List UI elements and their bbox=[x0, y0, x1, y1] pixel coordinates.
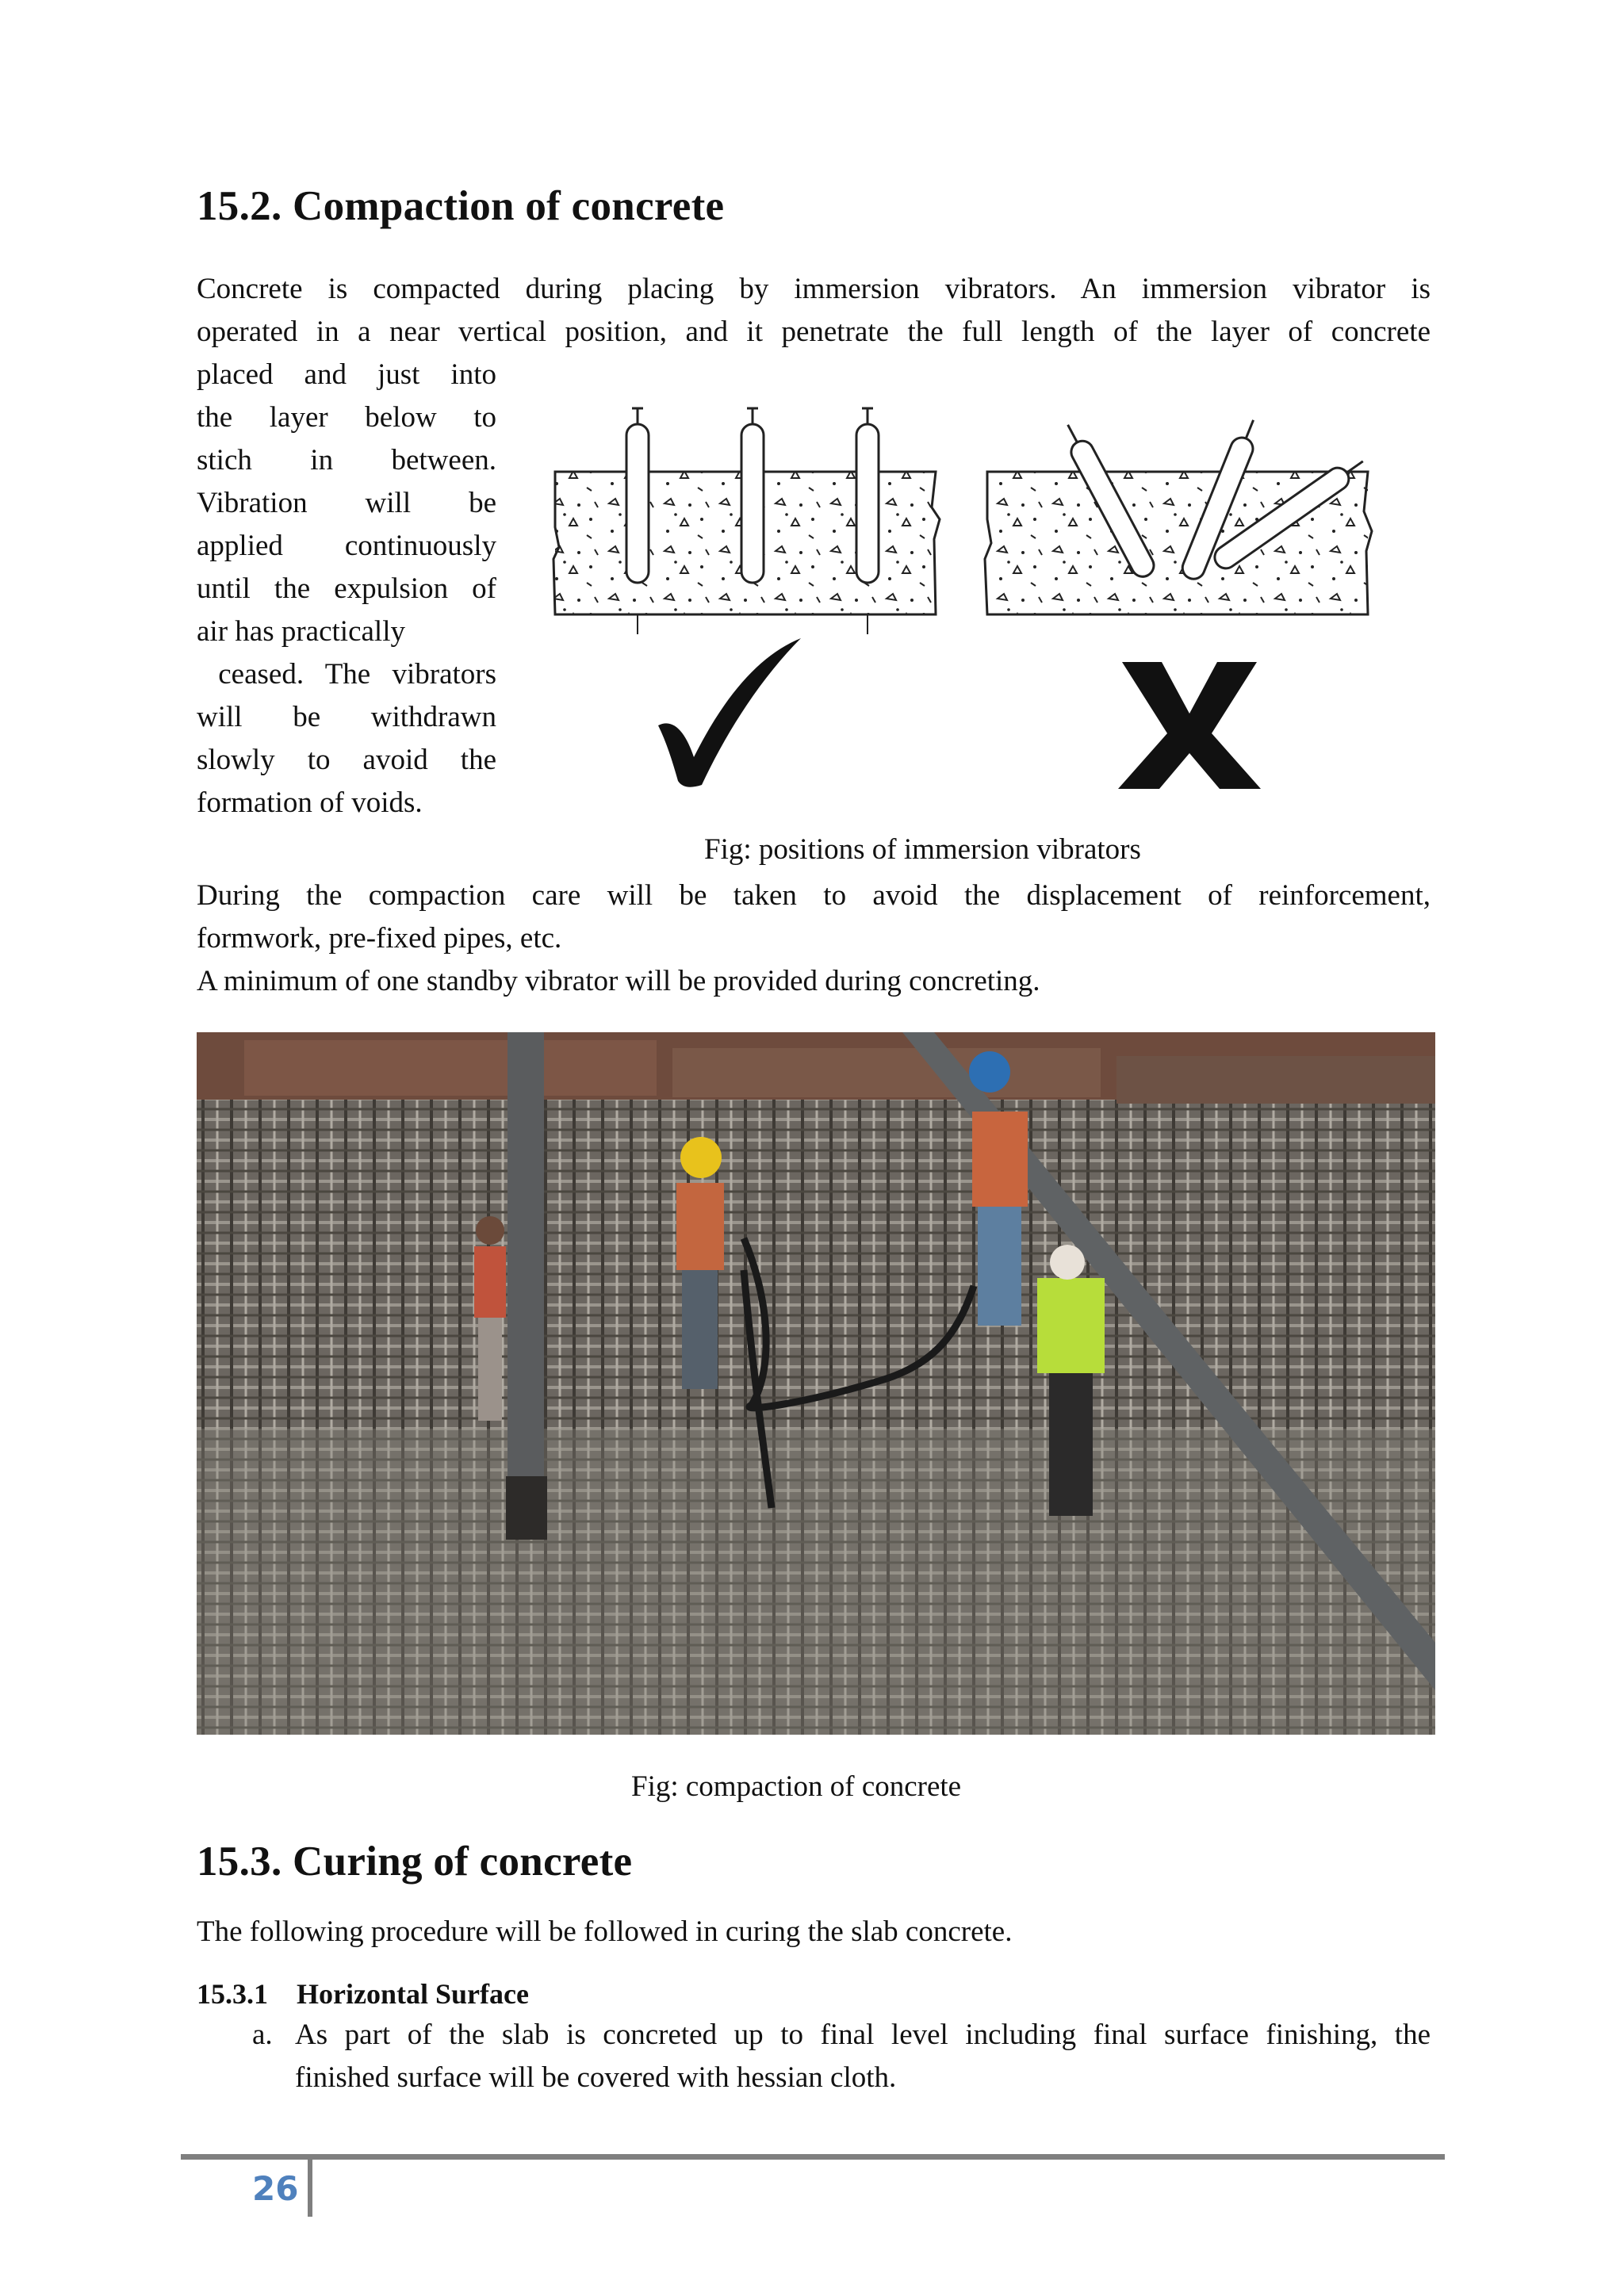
paragraph-line: During the compaction care will be taken to avoid the displacement of reinforcement, bbox=[197, 879, 1431, 912]
paragraph-line: formwork, pre-fixed pipes, etc. bbox=[197, 922, 562, 955]
footer-rule bbox=[181, 2154, 1445, 2160]
list-item-line: finished surface will be covered with hessian cloth. bbox=[295, 2061, 897, 2094]
section-heading-15-3: 15.3. Curing of concrete bbox=[197, 1839, 633, 1885]
vibrator-vertical bbox=[626, 408, 649, 583]
wrapped-line: formation of voids. bbox=[197, 786, 423, 819]
check-mark-icon bbox=[658, 638, 801, 787]
sub-heading-15-3-1: 15.3.1 Horizontal Surface bbox=[197, 1978, 529, 2010]
figure-caption: Fig: compaction of concrete bbox=[631, 1770, 962, 1803]
wrapped-line: applied continuously bbox=[197, 530, 496, 562]
page-number-divider bbox=[308, 2160, 312, 2217]
incorrect-method-diagram bbox=[985, 416, 1372, 789]
vibrator-vertical bbox=[741, 408, 764, 583]
list-marker: a. bbox=[252, 2019, 273, 2051]
wrapped-line: stich in between. bbox=[197, 444, 496, 476]
wrapped-line: air has practically bbox=[197, 615, 405, 648]
wrapped-line: Vibration will be bbox=[197, 487, 496, 519]
paragraph-line: The following procedure will be followed in curing the slab concrete. bbox=[197, 1915, 1013, 1948]
vibrator-vertical bbox=[856, 408, 879, 583]
wrapped-line: the layer below to bbox=[197, 401, 496, 434]
page-number: 26 bbox=[252, 2169, 299, 2208]
wrapped-line: will be withdrawn bbox=[197, 701, 496, 733]
vibrator-positions-figure bbox=[547, 400, 1388, 801]
paragraph-line: Concrete is compacted during placing by immersion vibrators. An immersion vibrator is bbox=[197, 273, 1431, 305]
cross-mark-icon bbox=[1118, 662, 1261, 789]
compaction-photo bbox=[197, 1032, 1435, 1735]
wrapped-line: placed and just into bbox=[197, 358, 496, 391]
paragraph-line: operated in a near vertical position, and it penetrate the full length of the layer of concrete bbox=[197, 316, 1431, 348]
wrapped-line: ceased. The vibrators bbox=[197, 658, 496, 691]
correct-method-diagram bbox=[553, 408, 940, 787]
wrapped-line: slowly to avoid the bbox=[197, 744, 496, 776]
wrapped-line: until the expulsion of bbox=[197, 572, 496, 605]
wrapped-text-column bbox=[197, 354, 496, 825]
paragraph-line: A minimum of one standby vibrator will be provided during concreting. bbox=[197, 965, 1040, 997]
list-item-line: As part of the slab is concreted up to final level including final surface finishing, the bbox=[295, 2019, 1431, 2051]
figure-caption: Fig: positions of immersion vibrators bbox=[704, 833, 1141, 866]
worker-figure bbox=[474, 1216, 506, 1421]
section-heading-15-2: 15.2. Compaction of concrete bbox=[197, 183, 725, 229]
